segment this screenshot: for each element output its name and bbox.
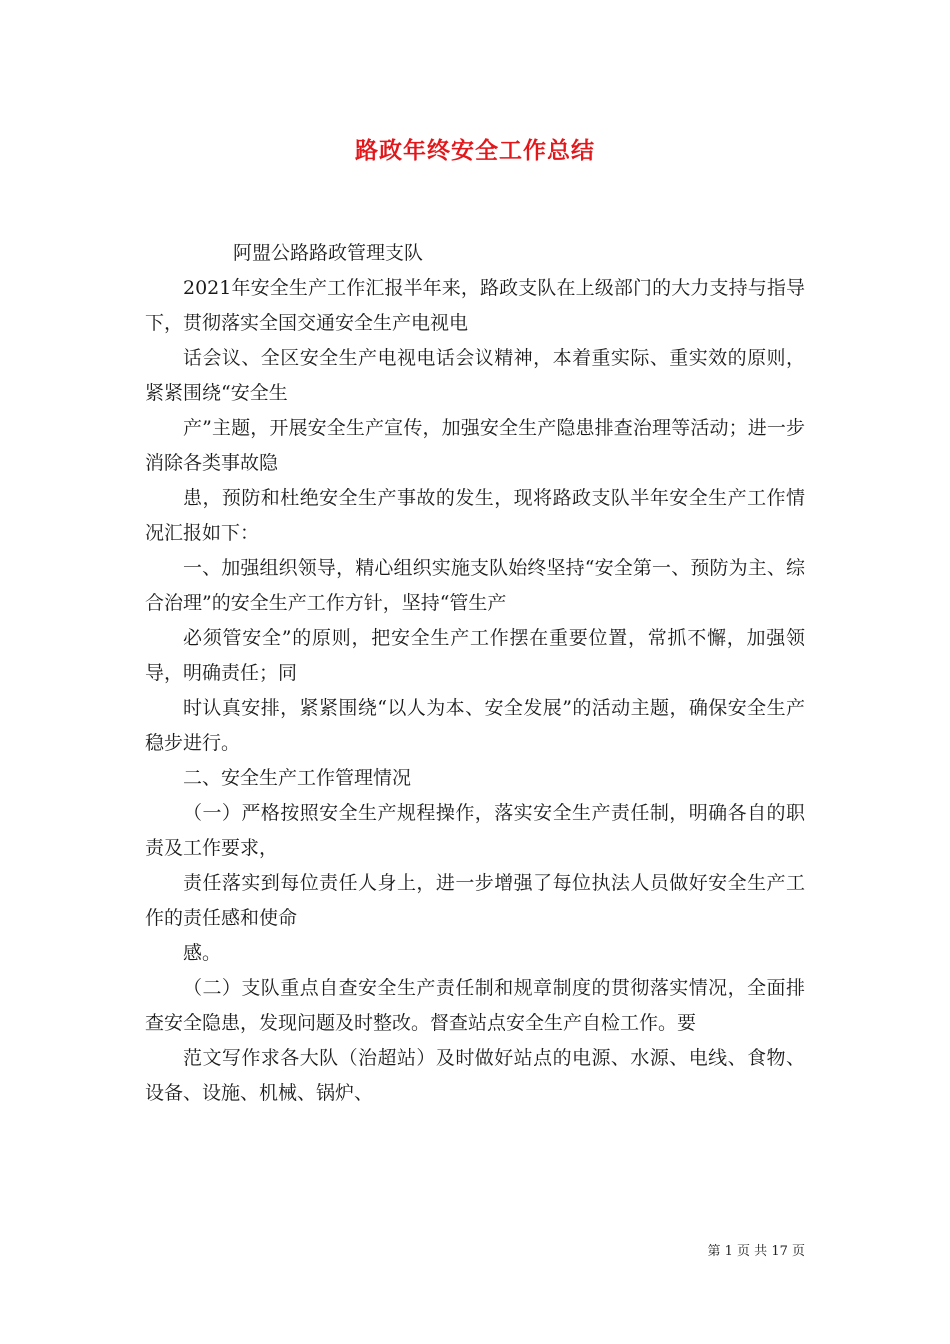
document-title: 路政年终安全工作总结 <box>355 137 595 164</box>
paragraph: 范文写作求各大队（治超站）及时做好站点的电源、水源、电线、食物、设备、设施、机械、锅炉、 <box>145 1047 805 1104</box>
paragraph: 产”主题，开展安全生产宣传，加强安全生产隐患排查治理等活动；进一步消除各类事故隐 <box>145 417 805 474</box>
paragraph: 责任落实到每位责任人身上，进一步增强了每位执法人员做好安全生产工作的责任感和使命 <box>145 872 805 929</box>
paragraph: 话会议、全区安全生产电视电话会议精神，本着重实际、重实效的原则，紧紧围绕“安全生 <box>145 347 805 404</box>
paragraph: 患，预防和杜绝安全生产事故的发生，现将路政支队半年安全生产工作情况汇报如下： <box>145 487 805 544</box>
paragraph: 时认真安排，紧紧围绕“以人为本、安全发展”的活动主题，确保安全生产稳步进行。 <box>145 697 805 754</box>
section-heading: 二、安全生产工作管理情况 <box>183 767 412 789</box>
organization-name: 阿盟公路路政管理支队 <box>233 242 424 264</box>
page-number: 第 1 页 共 17 页 <box>707 1244 805 1259</box>
paragraph: （二）支队重点自查安全生产责任制和规章制度的贯彻落实情况，全面排查安全隐患，发现问题及时整改。督查站点安全生产自检工作。要 <box>145 977 805 1034</box>
paragraph: 一、加强组织领导，精心组织实施支队始终坚持“安全第一、预防为主、综合治理”的安全生产工作方针，坚持“管生产 <box>145 557 805 614</box>
paragraph: 感。 <box>183 942 222 964</box>
document-body <box>145 236 805 1111</box>
paragraph: 2021年安全生产工作汇报半年来，路政支队在上级部门的大力支持与指导下，贯彻落实全国交通安全生产电视电 <box>145 277 805 334</box>
paragraph: 必须管安全”的原则，把安全生产工作摆在重要位置，常抓不懈，加强领导，明确责任；同 <box>145 627 805 684</box>
paragraph: （一）严格按照安全生产规程操作，落实安全生产责任制，明确各自的职责及工作要求， <box>145 802 805 859</box>
